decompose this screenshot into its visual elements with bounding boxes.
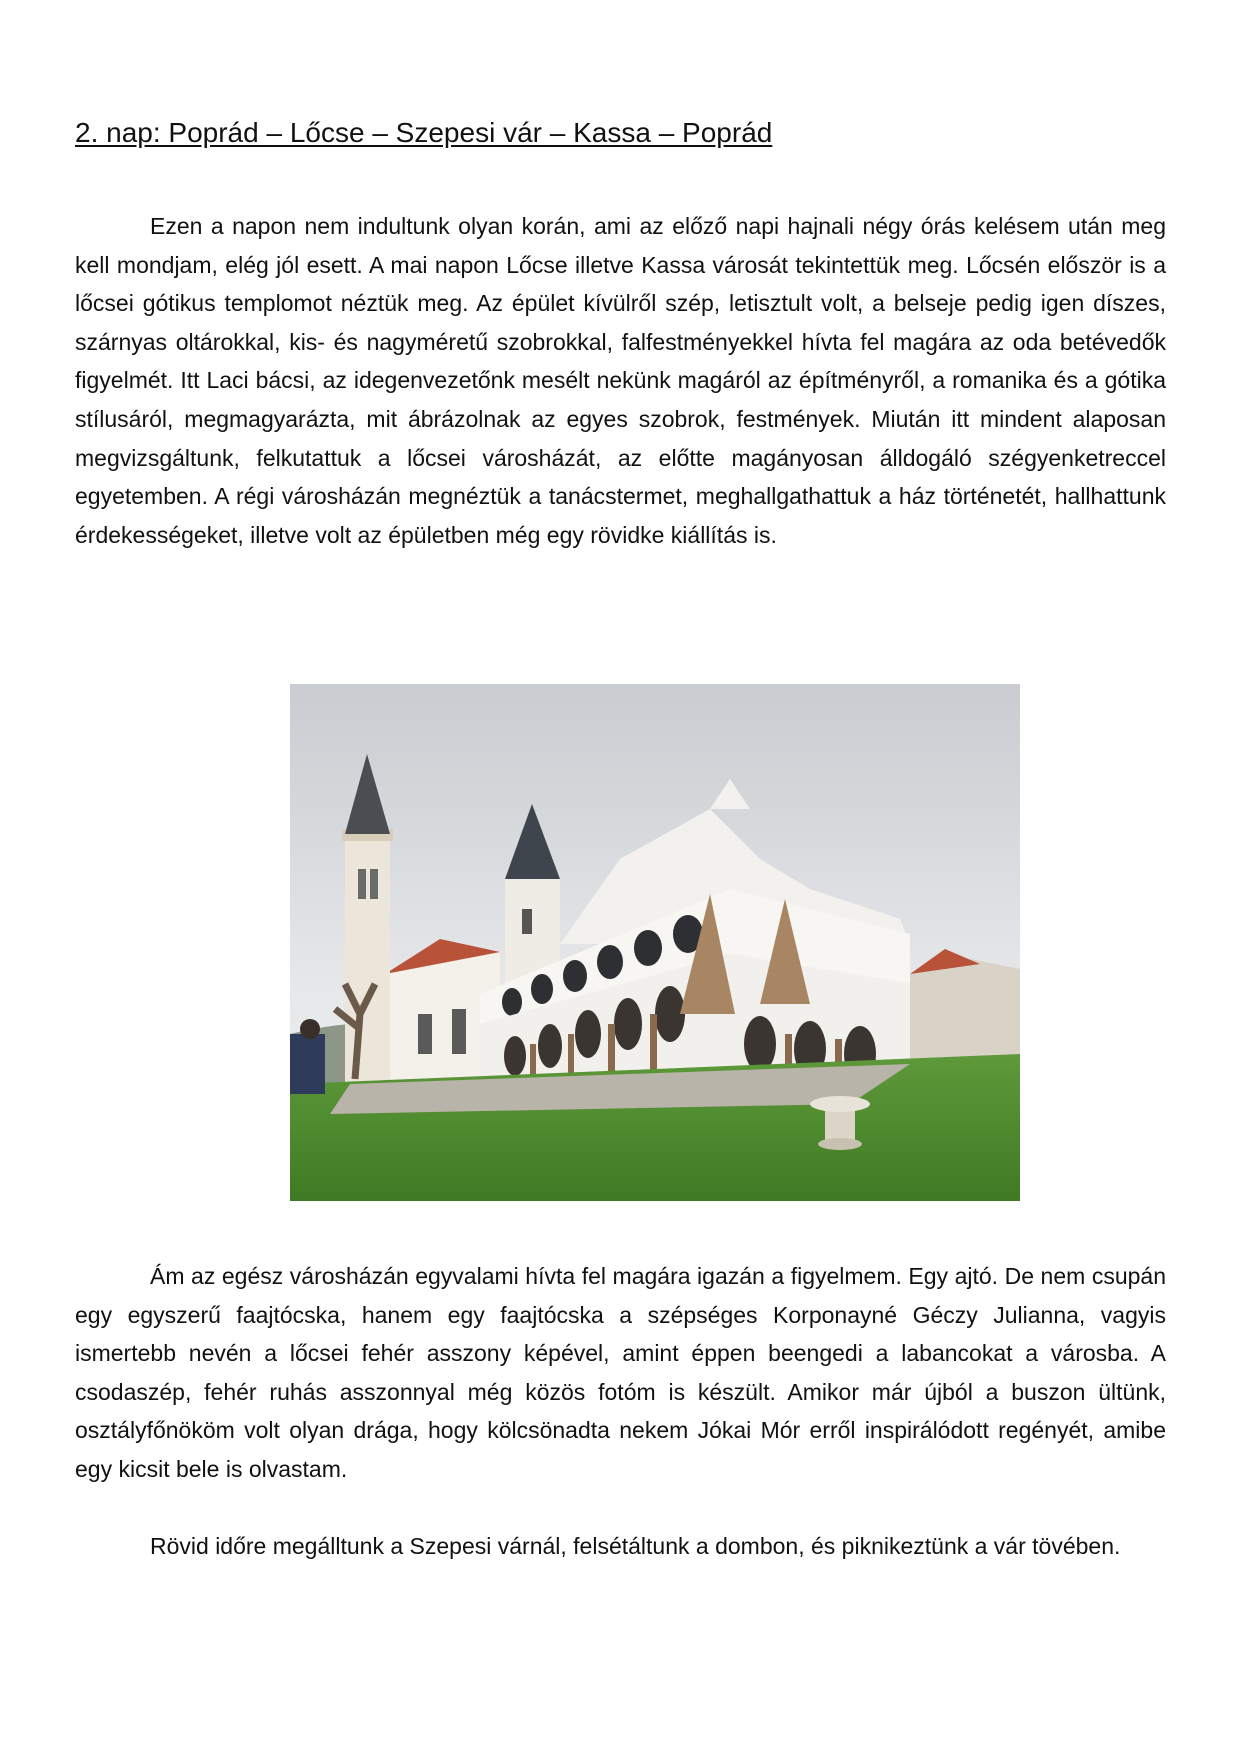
paragraph-1: Ezen a napon nem indultunk olyan korán, ami az előző napi hajnali négy órás kelésem után meg kell mondjam, elég jól esett. A mai napon Lőcse illetve Kassa városát tekintettük meg. Lőcsén először is a lőcsei gótikus templomot néztük meg. Az épület kívülről szép, letisztult volt, a belseje pedig igen díszes, szárnyas oltárokkal, kis- és nagyméretű szobrokkal, falfestményekkel hívta fel magára az oda betévedők figyelmét. Itt Laci bácsi, az idegenvezetőnk mesélt nekünk magáról az építményről, a romanika és a gótika stílusáról, megmagyarázta, mit ábrázolnak az egyes szobrok, festmények. Miután itt mindent alaposan megvizsgáltunk, felkutattuk a lőcsei városházát, az előtte magányosan álldogáló szégyenketreccel egyetemben. A régi városházán megnéztük a tanácstermet, meghallgathattuk a ház történetét, hallhattunk érdekességeket, illetve volt az épületben még egy rövidke kiállítás is. [75, 213, 1166, 548]
section-heading: 2. nap: Poprád – Lőcse – Szepesi vár – Kassa – Poprád [75, 117, 773, 148]
town-hall-photo [290, 684, 1020, 1201]
paragraph-3: Rövid időre megálltunk a Szepesi várnál, felsétáltunk a dombon, és piknikeztünk a vár tövében. [150, 1533, 1121, 1559]
paragraph-2: Ám az egész városházán egyvalami hívta fel magára igazán a figyelmem. Egy ajtó. De nem csupán egy egyszerű faajtócska, hanem egy faajtócska a szépséges Korponayné Géczy Julianna, vagyis ismertebb nevén a lőcsei fehér asszony képével, amint éppen beengedi a labancokat a városba. A csodaszép, fehér ruhás asszonnyal még közös fotóm is készült. Amikor már újból a buszon ültünk, osztályfőnököm volt olyan drága, hogy kölcsönadta nekem Jókai Mór erről inspirálódott regényét, amibe egy kicsit bele is olvastam. [75, 1263, 1166, 1482]
